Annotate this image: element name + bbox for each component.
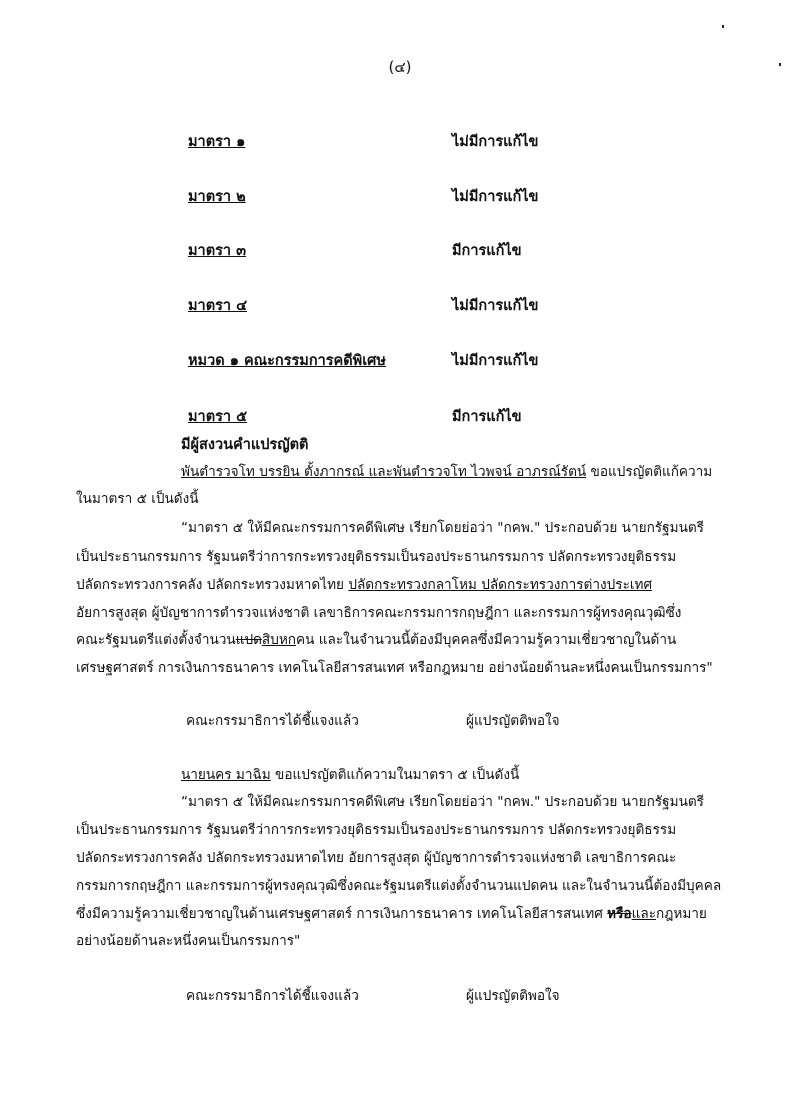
amendment1-text-line [76,628,676,650]
amendment2-struck-word: หรือ [607,906,632,922]
amendment1-proposers: พันตำรวจโท บรรยิน ตั้งภากรณ์ และพันตำรวจโท ไวพจน์ อาภรณ์รัตน์ [181,464,587,480]
amendment2-intro [181,763,519,785]
amendment2-proposer: นายนคร มาฉิม [181,767,271,783]
amendment2-inserted-word: และ [631,906,657,922]
section-label: มาตรา ๑ [188,134,246,150]
amendment2-text-line: “มาตรา ๕ ให้มีคณะกรรมการคดีพิเศษ เรียกโดยย่อว่า "กคพ." ประกอบด้วย นายกรัฐมนตรี [181,794,704,810]
amendment2-text-segment: ซึ่งมีความรู้ความเชี่ยวชาญในด้านเศรษฐศาสตร์ การเงินการธนาคาร เทคโนโลยีสารสนเทศ [76,906,608,922]
amendment1-text-segment: คณะรัฐมนตรีแต่งตั้งจำนวน [76,632,236,648]
amendment1-intro-rest: ขอแปรญัตติแก้ความ [586,464,713,480]
amendment2-text-segment: กฎหมาย [656,906,707,922]
amendment1-text-segment: ปลัดกระทรวงการคลัง ปลัดกระทรวงมหาดไทย [76,577,349,593]
section-label: มาตรา ๕ [188,409,248,425]
committee-response: คณะกรรมาธิการได้ชี้แจงแล้ว [186,713,359,729]
scan-speck [722,25,724,28]
committee-response: คณะกรรมาธิการได้ชี้แจงแล้ว [186,988,359,1004]
proposer-response: ผู้แปรญัตติพอใจ [466,713,560,729]
section-status: ไม่มีการแก้ไข [452,189,539,205]
section-status: มีการแก้ไข [452,409,522,425]
section-status: ไม่มีการแก้ไข [452,353,539,369]
amendment1-text-line: เศรษฐศาสตร์ การเงินการธนาคาร เทคโนโลยีสารสนเทศ หรือกฎหมาย อย่างน้อยด้านละหนึ่งคนเป็นกรรมการ" [76,660,713,676]
amendment1-text-line [76,573,652,595]
amendment1-inserted-word: สิบหก [261,632,297,648]
amendment1-text-line: อัยการสูงสุด ผู้บัญชาการตำรวจแห่งชาติ เลขาธิการคณะกรรมการกฤษฎีกา และกรรมการผู้ทรงคุณวุฒิซึ่ง [76,605,682,621]
amendment2-text-line: ปลัดกระทรวงการคลัง ปลัดกระทรวงมหาดไทย อัยการสูงสุด ผู้บัญชาการตำรวจแห่งชาติ เลขาธิการคณะ [76,850,677,866]
section-status: ไม่มีการแก้ไข [452,134,539,150]
amendment1-intro-line2: ในมาตรา ๕ เป็นดังนี้ [76,491,199,507]
section-status: ไม่มีการแก้ไข [452,298,539,314]
amendment1-intro [181,460,712,482]
amendment2-text-line: เป็นประธานกรรมการ รัฐมนตรีว่าการกระทรวงยุติธรรมเป็นรองประธานกรรมการ ปลัดกระทรวงยุติธรรม [76,822,677,838]
section-label: มาตรา ๔ [188,298,248,314]
section-label: มาตรา ๒ [188,189,246,205]
amendment1-text-segment: คน และในจำนวนนี้ต้องมีบุคคลซึ่งมีความรู้ความเชี่ยวชาญในด้าน [296,632,677,648]
section-label: มาตรา ๓ [188,243,247,259]
reservation-heading: มีผู้สงวนคำแปรญัตติ [181,437,309,453]
amendment1-underlined-insert: ปลัดกระทรวงกลาโหม ปลัดกระทรวงการต่างประเทศ [348,577,653,593]
amendment2-text-line [76,902,707,924]
chapter-label: หมวด ๑ คณะกรรมการคดีพิเศษ [188,353,386,369]
amendment2-text-line: อย่างน้อยด้านละหนึ่งคนเป็นกรรมการ" [76,933,301,949]
amendment2-intro-rest: ขอแปรญัตติแก้ความในมาตรา ๕ เป็นดังนี้ [270,767,520,783]
amendment2-text-line: กรรมการกฤษฎีกา และกรรมการผู้ทรงคุณวุฒิซึ่งคณะรัฐมนตรีแต่งตั้งจำนวนแปดคน และในจำนวนนี้ต้องมีบุคคล [76,878,722,894]
section-status: มีการแก้ไข [452,243,522,259]
amendment1-struck-word: แปด [235,632,262,648]
proposer-response: ผู้แปรญัตติพอใจ [466,988,560,1004]
page-number: (๔) [388,58,412,76]
amendment1-text-line: เป็นประธานกรรมการ รัฐมนตรีว่าการกระทรวงยุติธรรมเป็นรองประธานกรรมการ ปลัดกระทรวงยุติธรรม [76,549,677,565]
amendment1-text-line: “มาตรา ๕ ให้มีคณะกรรมการคดีพิเศษ เรียกโดยย่อว่า "กคพ." ประกอบด้วย นายกรัฐมนตรี [181,520,704,536]
